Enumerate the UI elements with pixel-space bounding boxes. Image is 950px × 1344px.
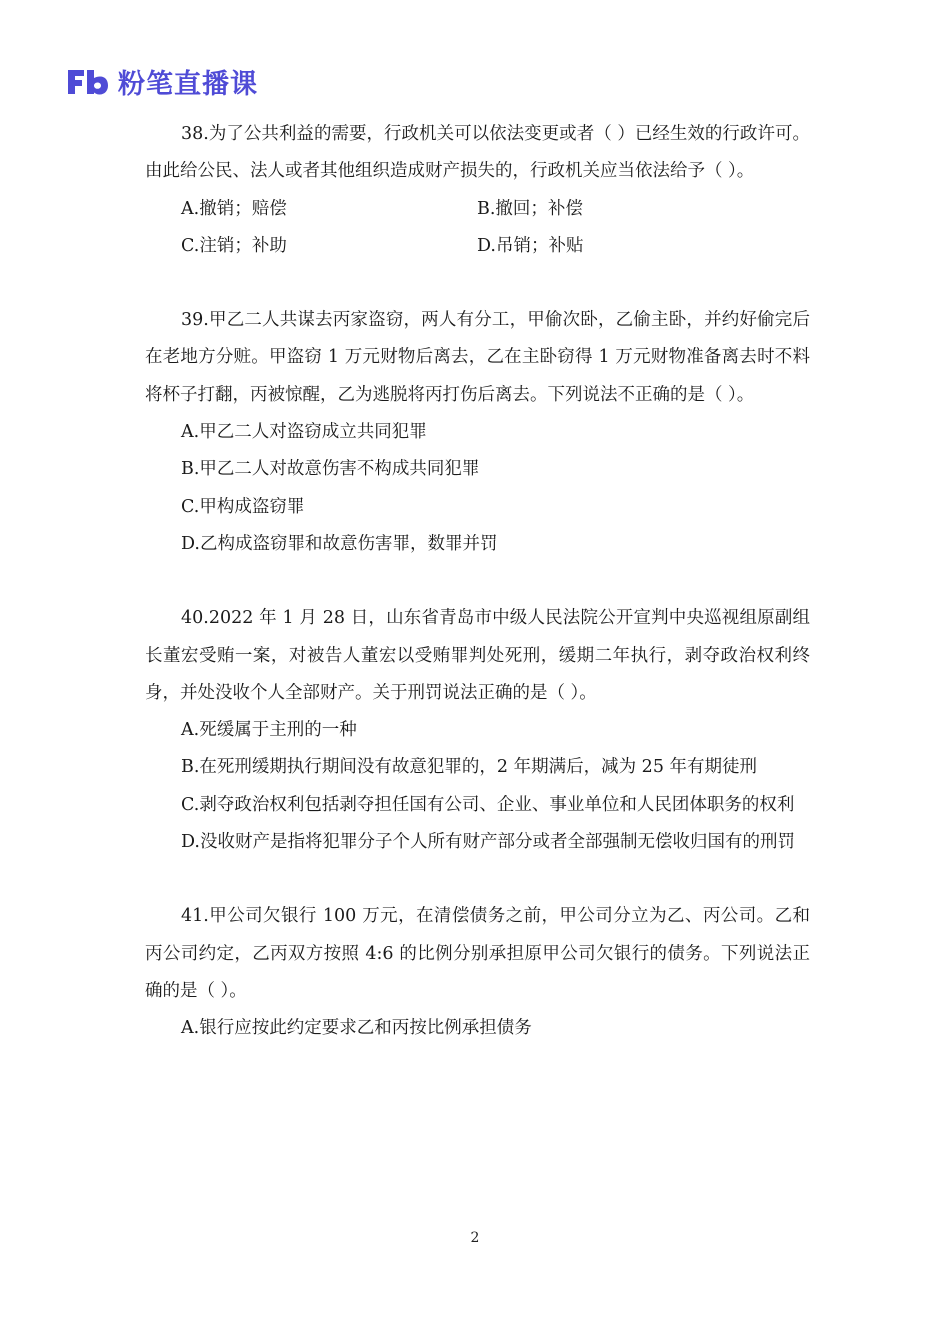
option-b: B.撤回；补偿 bbox=[477, 198, 583, 219]
question-list bbox=[145, 116, 810, 1085]
question-38 bbox=[145, 116, 810, 265]
option-d: D.没收财产是指将犯罪分子个人所有财产部分或者全部强制无偿收归国有的刑罚 bbox=[181, 832, 795, 853]
option-row bbox=[145, 191, 810, 228]
question-stem: 38.为了公共利益的需要，行政机关可以依法变更或者（ ）已经生效的行政许可。由此给公民、法人或者其他组织造成财产损失的，行政机关应当依法给予（ ）。 bbox=[145, 124, 810, 182]
brand-logo bbox=[66, 62, 258, 101]
option-a: A.死缓属于主刑的一种 bbox=[181, 720, 357, 741]
option-d: D.吊销；补贴 bbox=[477, 235, 584, 256]
page-number: 2 bbox=[470, 1230, 480, 1246]
brand-name: 粉笔直播课 bbox=[118, 69, 258, 100]
option-a: A.甲乙二人对盗窃成立共同犯罪 bbox=[181, 422, 427, 443]
fb-logo-icon bbox=[66, 68, 110, 96]
question-39 bbox=[145, 302, 810, 563]
option-c: C.剥夺政治权利包括剥夺担任国有公司、企业、事业单位和人民团体职务的权利 bbox=[181, 794, 795, 815]
option-c: C.甲构成盗窃罪 bbox=[181, 496, 305, 517]
question-stem: 39.甲乙二人共谋去丙家盗窃，两人有分工，甲偷次卧，乙偷主卧，并约好偷完后在老地方分赃。甲盗窃 1 万元财物后离去，乙在主卧窃得 1 万元财物准备离去时不料将杯子打翻，丙被惊醒，乙为逃脱将丙打伤后离去。下列说法不正确的是（ ）。 bbox=[145, 310, 810, 405]
question-stem: 40.2022 年 1 月 28 日，山东省青岛市中级人民法院公开宣判中央巡视组原副组长董宏受贿一案，对被告人董宏以受贿罪判处死刑，缓期二年执行，剥夺政治权利终身，并处没收个人全部财产。关于刑罚说法正确的是（ ）。 bbox=[145, 608, 810, 703]
option-b: B.在死刑缓期执行期间没有故意犯罪的，2 年期满后，减为 25 年有期徒刑 bbox=[181, 757, 758, 778]
option-a: A.银行应按此约定要求乙和丙按比例承担债务 bbox=[181, 1018, 532, 1039]
question-stem: 41.甲公司欠银行 100 万元，在清偿债务之前，甲公司分立为乙、丙公司。乙和丙公司约定，乙丙双方按照 4:6 的比例分别承担原甲公司欠银行的债务。下列说法正确的是（ ）。 bbox=[145, 906, 810, 1001]
option-d: D.乙构成盗窃罪和故意伤害罪，数罪并罚 bbox=[181, 533, 498, 554]
option-row bbox=[145, 228, 810, 265]
option-a: A.撤销；赔偿 bbox=[181, 198, 287, 219]
option-c: C.注销；补助 bbox=[181, 235, 287, 256]
question-40 bbox=[145, 600, 810, 861]
option-b: B.甲乙二人对故意伤害不构成共同犯罪 bbox=[181, 459, 480, 480]
question-41 bbox=[145, 898, 810, 1047]
